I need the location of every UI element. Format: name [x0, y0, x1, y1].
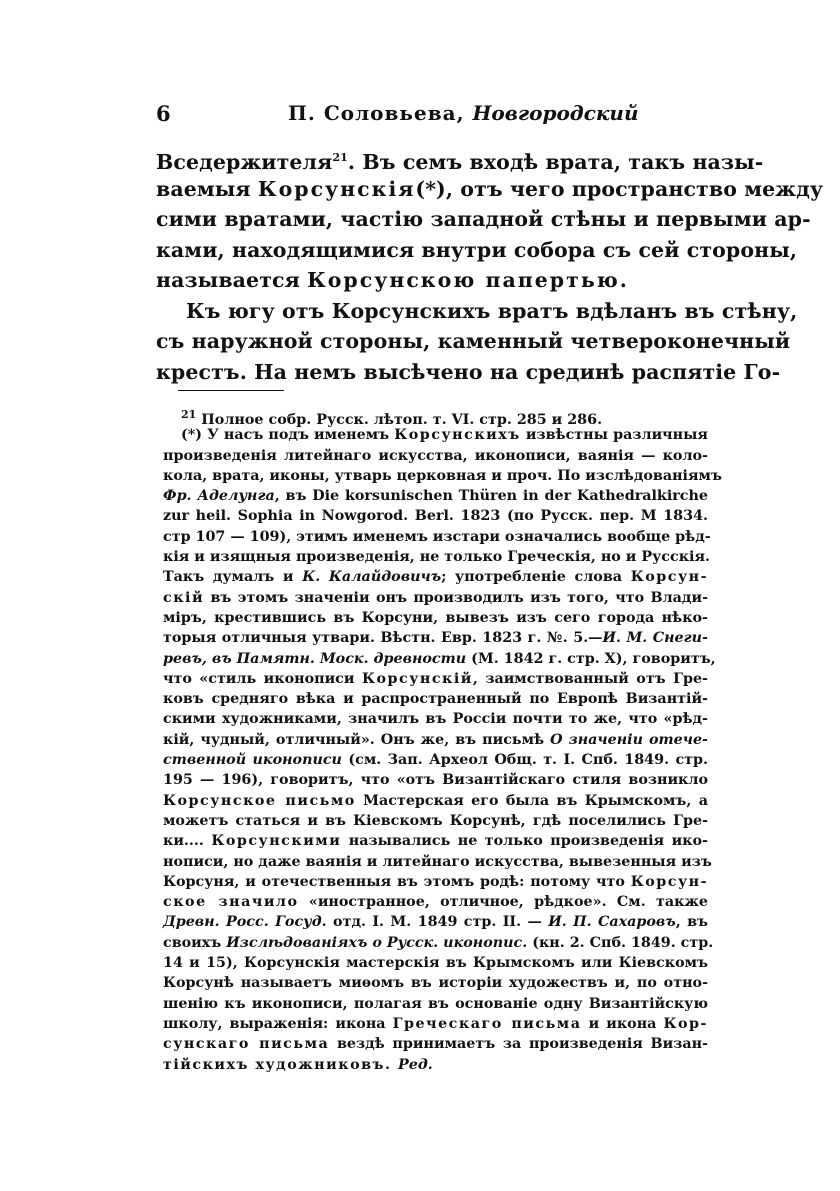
footnote-line: своихъ Изслѣдованіяхъ о Русск. иконопис. (кн. 2. Спб. 1849. стр.: [163, 934, 714, 951]
footnote-line: кія и изящныя произведенія, не только Греческія, но и Русскія.: [163, 549, 710, 566]
footnote-line: кола, врата, иконы, утварь церковная и проч. По изслѣдованіямъ: [163, 467, 722, 484]
footnote-line: можетъ статься и въ Кіевскомъ Корсунѣ, гдѣ поселились Гре-: [163, 812, 708, 829]
footnote-ref: 21: [332, 151, 348, 164]
footnote-line: 14 и 15), Корсунскія мастерскія въ Крымскомъ или Кіевскомъ: [163, 955, 708, 972]
footnote-line: стр 107 — 109), этимъ именемъ изстари означались вообще рѣд-: [163, 528, 711, 545]
footnote-line: Корсуня, и отечественныя въ этомъ родѣ: потому что Корсун-: [163, 873, 708, 890]
footnote-line: Такъ думалъ и К. Калайдовичъ; употребленіе слова Корсун-: [163, 569, 708, 586]
footnote-line: торыя отличныя утвари. Вѣстн. Евр. 1823 г. №. 5.—И. М. Снеги-: [163, 630, 708, 647]
footnote-line: что «стиль иконописи Корсунскій, заимствованный отъ Гре-: [163, 670, 708, 687]
footnote-line: Фр. Аделунга, въ Die korsunischen Thüren in der Kathedralkirche: [163, 488, 708, 505]
text-line: Вседержителя$^{21}$. Въ семъ входѣ врата, такъ назы-: [156, 149, 764, 174]
text-line: крестъ. На немъ высѣчено на срединѣ распятіе Го-: [156, 359, 781, 384]
footnote-line: zur heil. Sophia in Nowgorod. Berl. 1823 (по Русск. пер. М 1834.: [163, 508, 708, 525]
footnote-line: тійскихъ художниковъ. Ред.: [163, 1056, 433, 1073]
footnote-line: ковъ средняго вѣка и распространенный по Европѣ Византій-: [163, 691, 708, 708]
footnote-line: Корсунѣ называетъ миѳомъ въ исторіи художествъ и, по отно-: [163, 975, 708, 992]
footnote-line: сунскаго письма вездѣ принимаетъ за произведенія Визан-: [163, 1036, 708, 1053]
footnote-line: школу, выраженія: икона Греческаго письма и икона Кор-: [163, 1015, 708, 1032]
running-head: [288, 101, 639, 125]
footnote-line: ское значило «иностранное, отличное, рѣдкое». См. также: [163, 894, 708, 911]
footnote-line: нописи, но даже ваянія и литейнаго искусства, вывезенныя изъ: [163, 853, 712, 870]
footnote-line: ки.... Корсунскими назывались не только произведенія ико-: [163, 833, 708, 850]
running-head-title: Новгородский: [472, 101, 639, 125]
footnote-line: Корсунское письмо Мастерская его была въ Крымскомъ, а: [163, 792, 708, 809]
running-head-author: П. Соловьева,: [288, 101, 465, 125]
text-line: называется Корсунскою папертью.: [156, 268, 629, 292]
footnote-line: шенію къ иконописи, полагая въ основаніе одну Византійскую: [163, 995, 708, 1012]
main-text: [156, 143, 824, 387]
footnote-line: ревъ, въ Памятн. Моск. древности (М. 1842 г. стр. X), говоритъ,: [163, 650, 716, 667]
footnote-line: 195 — 196), говоритъ, что «отъ Византійскаго стиля возникло: [163, 772, 708, 789]
text-line: Къ югу отъ Корсунскихъ вратъ вдѣланъ въ стѣну,: [186, 298, 798, 323]
footnote-line: скій въ этомъ значеніи онъ производилъ изъ того, что Влади-: [163, 589, 708, 606]
footnote-line: (*) У насъ подъ именемъ Корсунскихъ извѣстны различныя: [181, 427, 708, 444]
footnotes: [163, 405, 722, 1075]
footnote-line: ственной иконописи (см. Зап. Археол Общ. т. I. Спб. 1849. стр.: [163, 752, 708, 769]
page-number: 6: [156, 101, 171, 126]
text-line: сими вратами, частію западной стѣны и первыми ар-: [156, 207, 811, 231]
footnote-line: скими художниками, значилъ въ Россіи почти то же, что «рѣд-: [163, 711, 708, 728]
footnote-line: міръ, крестившись въ Корсуни, вывезъ изъ сего города нѣко-: [163, 609, 708, 626]
footnote-line: Древн. Росс. Госуд. отд. I. М. 1849 стр. II. — И. П. Сахаровъ, въ: [163, 914, 708, 931]
footnote-21: $^{21}$ Полное собр. Русск. лѣтоп. т. VI. стр. 285 и 286.: [181, 408, 603, 428]
text-line: съ наружной стороны, каменный четвероконечный: [156, 329, 791, 353]
footnote-line: произведенія литейнаго искусства, иконописи, ваянія — коло-: [163, 447, 708, 464]
text-line: ваемыя Корсунскія(*), отъ чего пространство между: [156, 176, 824, 201]
footnote-line: кій, чудный, отличный». Онъ же, въ письмѣ О значеніи отече-: [163, 731, 708, 748]
footnote-separator: [178, 390, 284, 391]
text-line: ками, находящимися внутри собора съ сей стороны,: [156, 237, 798, 262]
page-header: [156, 101, 710, 129]
